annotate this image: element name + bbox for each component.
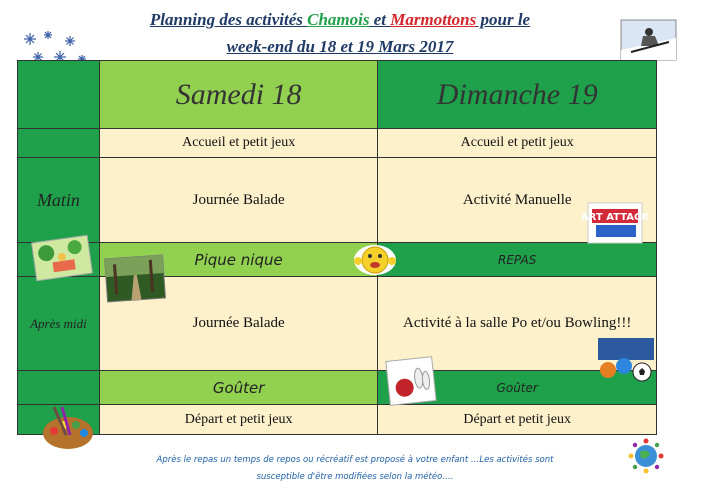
picnic-icon — [32, 237, 92, 279]
cell-matin-dimanche: Activité Manuelle — [378, 158, 657, 243]
smiley-icon — [352, 243, 398, 277]
cell-apres-midi-samedi: Journée Balade — [99, 277, 378, 371]
cell-gouter-samedi: Goûter — [99, 371, 378, 405]
sports-balls-icon — [598, 338, 654, 384]
cell-depart-dimanche: Départ et petit jeux — [378, 405, 657, 435]
bowling-icon — [386, 357, 436, 405]
cell-matin-samedi: Journée Balade — [99, 158, 378, 243]
art-attack-text: ART ATTACK — [580, 212, 650, 223]
row-label-matin: Matin — [18, 158, 100, 243]
day-header-dimanche: Dimanche 19 — [378, 61, 657, 129]
cell-apres-midi-dimanche: Activité à la salle Po et/ou Bowling!!! — [378, 277, 657, 371]
cell-accueil-dimanche: Accueil et petit jeux — [378, 129, 657, 158]
globe-children-icon — [628, 438, 664, 474]
cell-gouter-dimanche: Goûter — [378, 371, 657, 405]
paint-palette-icon — [40, 405, 96, 451]
day-header-samedi: Samedi 18 — [99, 61, 378, 129]
group-marmottons: Marmottons — [390, 10, 477, 29]
cell-repas-samedi: Pique nique — [99, 243, 378, 277]
group-chamois: Chamois — [307, 10, 370, 29]
cell-depart-samedi: Départ et petit jeux — [99, 405, 378, 435]
schedule-table — [17, 60, 657, 435]
skier-icon — [621, 20, 676, 60]
cell-repas-dimanche: REPAS — [378, 243, 657, 277]
page-title: Planning des activités Chamois et Marmottons pour le week-end du 18 et 19 Mars 2017 — [149, 10, 531, 56]
footer-note — [130, 452, 580, 486]
art-attack-icon — [580, 203, 650, 243]
footer-note-line1: Après le repas un temps de repos ou récréatif est proposé à votre enfant …Les activités sont — [156, 455, 554, 465]
cell-accueil-samedi: Accueil et petit jeux — [99, 129, 378, 158]
forest-path-icon — [104, 255, 166, 302]
title-date-line: week-end du 18 et 19 Mars 2017 — [226, 37, 454, 56]
row-label-apres-midi: Après midi — [18, 277, 100, 371]
footer-note-line2: susceptible d'être modifiées selon la météo…. — [256, 472, 454, 482]
corner-cell — [18, 61, 100, 129]
